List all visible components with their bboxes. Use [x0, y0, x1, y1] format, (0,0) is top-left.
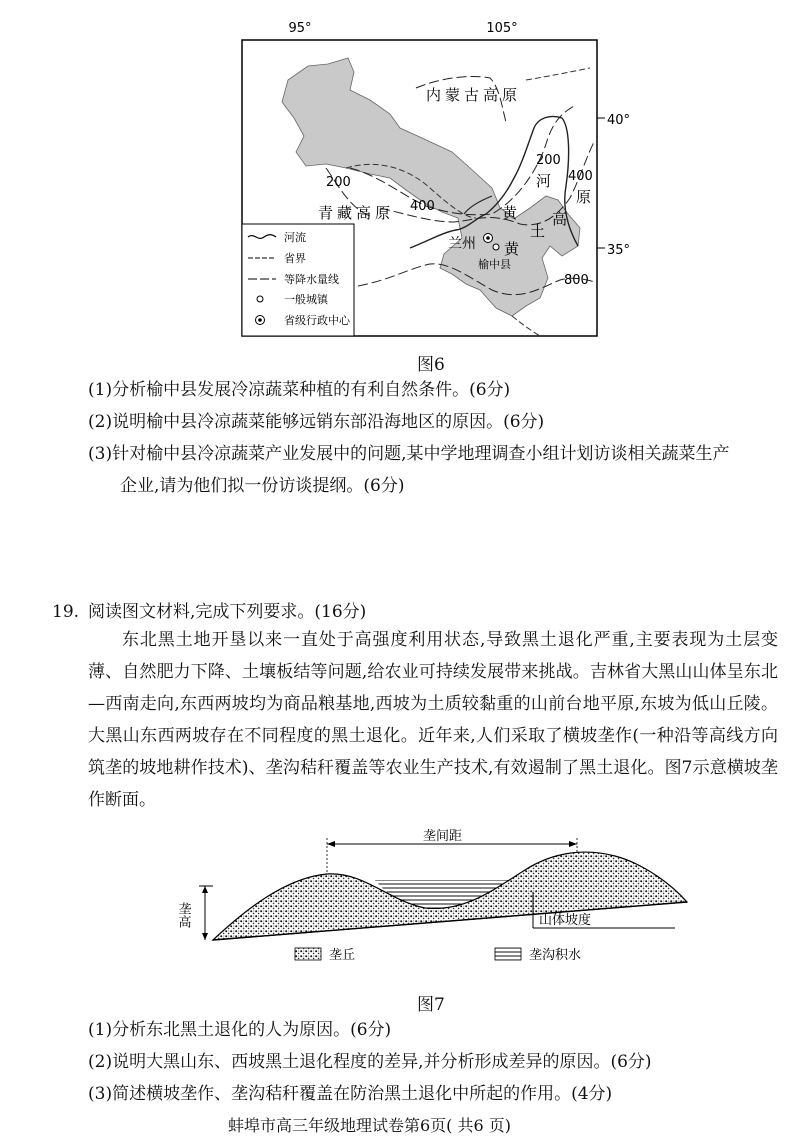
label-yuan: 原 — [576, 188, 592, 206]
figure7-caption: 图7 — [417, 995, 445, 1015]
lanzhou-marker-inner — [486, 236, 490, 240]
q19-sub2: (2)说明大黑山东、西坡黑土退化程度的差异,并分析形成差异的原因。(6分) — [88, 1052, 652, 1072]
lon-label-95: 95° — [288, 21, 312, 36]
q18-sub3-line2: 企业,请为他们拟一份访谈提纲。(6分) — [120, 476, 405, 496]
legend-furrow-water: 垄沟积水 — [529, 948, 582, 963]
isohyet-label-800: 800 — [564, 273, 589, 288]
q18-sub3-line1: (3)针对榆中县冷凉蔬菜产业发展中的问题,某中学地理调查小组计划访谈相关蔬菜生产 — [88, 444, 730, 464]
figure6-caption: 图6 — [417, 355, 445, 375]
lon-label-105: 105° — [486, 21, 518, 36]
label-lanzhou: 兰州 — [448, 236, 476, 252]
legend-isohyet: 等降水量线 — [284, 273, 339, 286]
page-footer: 蚌埠市高三年级地理试卷第6页( 共6 页) — [228, 1116, 512, 1135]
isohyet-label-400a: 400 — [410, 199, 435, 214]
q18-sub1: (1)分析榆中县发展冷凉蔬菜种植的有利自然条件。(6分) — [88, 380, 511, 400]
isohyet-label-400b: 400 — [568, 169, 593, 184]
label-ridge-height: 垄高 — [175, 902, 191, 928]
q19-sub3: (3)简述横坡垄作、垄沟秸秆覆盖在防治黑土退化中所起的作用。(4分) — [88, 1084, 613, 1104]
isohyet-label-200a: 200 — [326, 175, 351, 190]
label-huang-river: 黄 — [502, 204, 518, 222]
isohyet-label-200b: 200 — [536, 153, 561, 168]
legend-ridge: 垄丘 — [329, 948, 356, 963]
label-ridge-spacing: 垄间距 — [423, 829, 463, 844]
yuzhong-marker — [493, 244, 499, 250]
label-gao: 高 — [552, 210, 568, 228]
label-qingzang-plateau: 青藏高原 — [318, 204, 395, 222]
legend-provincial-boundary: 省界 — [284, 252, 306, 265]
q18-sub2: (2)说明榆中县冷凉蔬菜能够远销东部沿海地区的原因。(6分) — [88, 412, 545, 432]
label-slope: 山体坡度 — [539, 913, 592, 928]
legend-provincial-capital: 省级行政中心 — [284, 314, 350, 327]
label-tu: 土 — [530, 222, 546, 240]
q19-number: 19. — [52, 602, 80, 622]
legend-river: 河流 — [284, 231, 306, 244]
map-legend — [242, 224, 354, 336]
q19-intro: 阅读图文材料,完成下列要求。(16分) — [88, 602, 367, 622]
figure6-map — [230, 18, 631, 348]
q19-sub1: (1)分析东北黑土退化的人为原因。(6分) — [88, 1020, 392, 1040]
lat-label-35: 35° — [607, 243, 631, 258]
legend-town: 一般城镇 — [284, 293, 328, 306]
label-inner-mongolia-plateau: 内蒙古高原 — [426, 86, 522, 104]
label-huang: 黄 — [504, 240, 520, 258]
lat-label-40: 40° — [607, 113, 631, 128]
label-yuzhong: 榆中县 — [478, 258, 511, 271]
q19-material: 东北黑土地开垦以来一直处于高强度利用状态,导致黑土退化严重,主要表现为土层变薄、自然肥力下降、土壤板结等问题,给农业可持续发展带来挑战。吉林省大黑山山体呈东北—西南走向,东西两坡均为商品粮基地,西坡为土质较黏重的山前台地平原,东坡为低山丘陵。大黑山东西两坡存在不同程度的黑土退化。近年来,人们采取了横坡垄作(一种沿等高线方向筑垄的坡地耕作技术)、垄沟秸秆覆盖等农业生产技术,有效遏制了黑土退化。图7示意横坡垄作断面。 — [88, 630, 778, 810]
figure7-cross-section — [175, 830, 715, 970]
label-he: 河 — [536, 172, 552, 190]
